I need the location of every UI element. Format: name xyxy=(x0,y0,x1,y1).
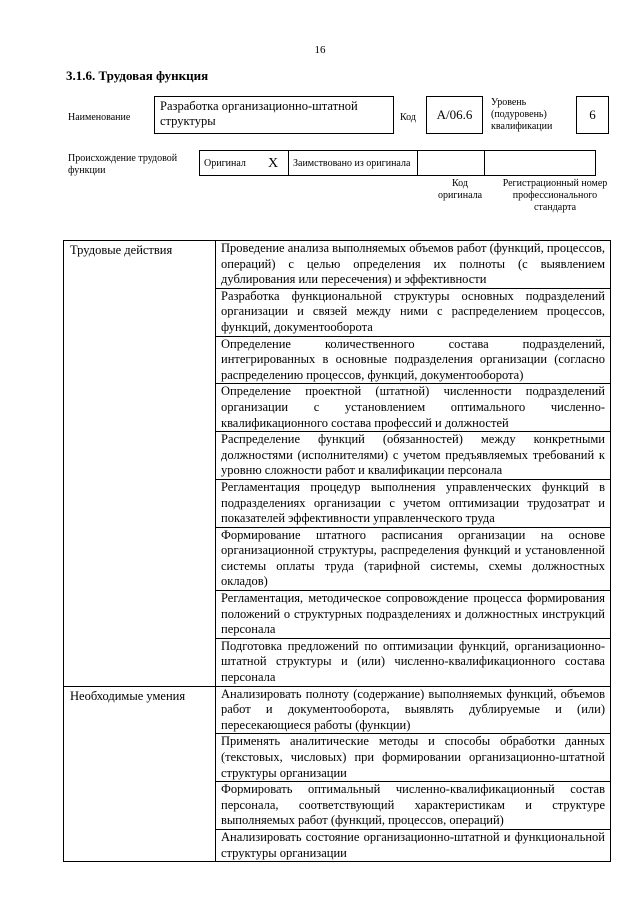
list-item: Распределение функций (обязанностей) между конкретными должностями (исполнителями) с учетом предъявляемых требований к уровню сложности работ и квалификации персонала xyxy=(216,432,610,480)
code-caption: Код оригинала xyxy=(437,178,483,201)
list-item: Применять аналитические методы и способы обработки данных (текстовых, числовых) при формировании организационно-штатной структуры организации xyxy=(216,734,610,782)
list-item: Регламентация, методическое сопровождение процесса формирования положений о структурных подразделениях и должностных инструкций персонала xyxy=(216,591,610,639)
actions-list xyxy=(216,241,611,687)
name-label: Наименование xyxy=(68,112,131,123)
function-table xyxy=(63,240,611,862)
level-label: Уровень (подуровень) квалификации xyxy=(491,97,553,132)
original-label: Оригинал xyxy=(200,151,259,176)
skills-row xyxy=(64,686,611,862)
skills-title: Необходимые умения xyxy=(64,686,216,862)
list-item: Разработка функциональной структуры основных подразделений организации и связей между ними с распределением процессов, функций, документооборота xyxy=(216,289,610,337)
origin-code-cell xyxy=(418,151,485,176)
list-item: Определение количественного состава подразделений, интегрированных в основные подразделения организации (согласно распределению процессов, функций, документооборота) xyxy=(216,337,610,385)
list-item: Подготовка предложений по оптимизации функций, организационно-штатной структуры и (или) численно-квалификационного состава персонала xyxy=(221,638,605,685)
list-item: Анализировать полноту (содержание) выполняемых функций, объемов работ и документооборота, выявлять дублируемые и (или) пересекающиеся работы (функции) xyxy=(216,687,610,735)
list-item: Формирование штатного расписания организации на основе организационной структуры, распределения функций и установленной системы оплаты труда (тарифной системы, схемы должностных окладов) xyxy=(216,528,610,591)
list-item: Формировать оптимальный численно-квалификационный состав персонала, соответствующий характеристикам и структуре выполняемых работ (функций, процессов, операций) xyxy=(216,782,610,830)
list-item: Регламентация процедур выполнения управленческих функций в подразделениях организации с учетом оптимизации трудозатрат и показателей эффективности управленческого труда xyxy=(216,480,610,528)
actions-row xyxy=(64,241,611,687)
function-code: А/06.6 xyxy=(426,96,483,134)
origin-label: Происхождение трудовой функции xyxy=(68,153,178,176)
page-number: 16 xyxy=(314,44,326,56)
reg-caption: Регистрационный номер профессионального стандарта xyxy=(502,178,608,213)
qualification-level: 6 xyxy=(576,96,609,134)
actions-title: Трудовые действия xyxy=(64,241,216,687)
code-label: Код xyxy=(400,112,416,123)
skills-list xyxy=(216,686,611,862)
list-item: Проведение анализа выполняемых объемов работ (функций, процессов, операций) с целью определения их полноты (с выявлением дублирования или пересечения) и эффективности xyxy=(216,241,610,289)
list-item: Анализировать состояние организационно-штатной и функциональной структуры организации xyxy=(221,829,605,860)
original-mark: X xyxy=(258,151,289,176)
origin-table xyxy=(199,150,596,176)
reg-number-cell xyxy=(485,151,596,176)
borrowed-label: Заимствовано из оригинала xyxy=(289,151,418,176)
section-title: 3.1.6. Трудовая функция xyxy=(66,68,209,83)
function-name: Разработка организационно-штатной структуры xyxy=(154,96,394,134)
list-item: Определение проектной (штатной) численности подразделений организации с установлением оптимального численно-квалификационного состава профессий и должностей xyxy=(216,384,610,432)
